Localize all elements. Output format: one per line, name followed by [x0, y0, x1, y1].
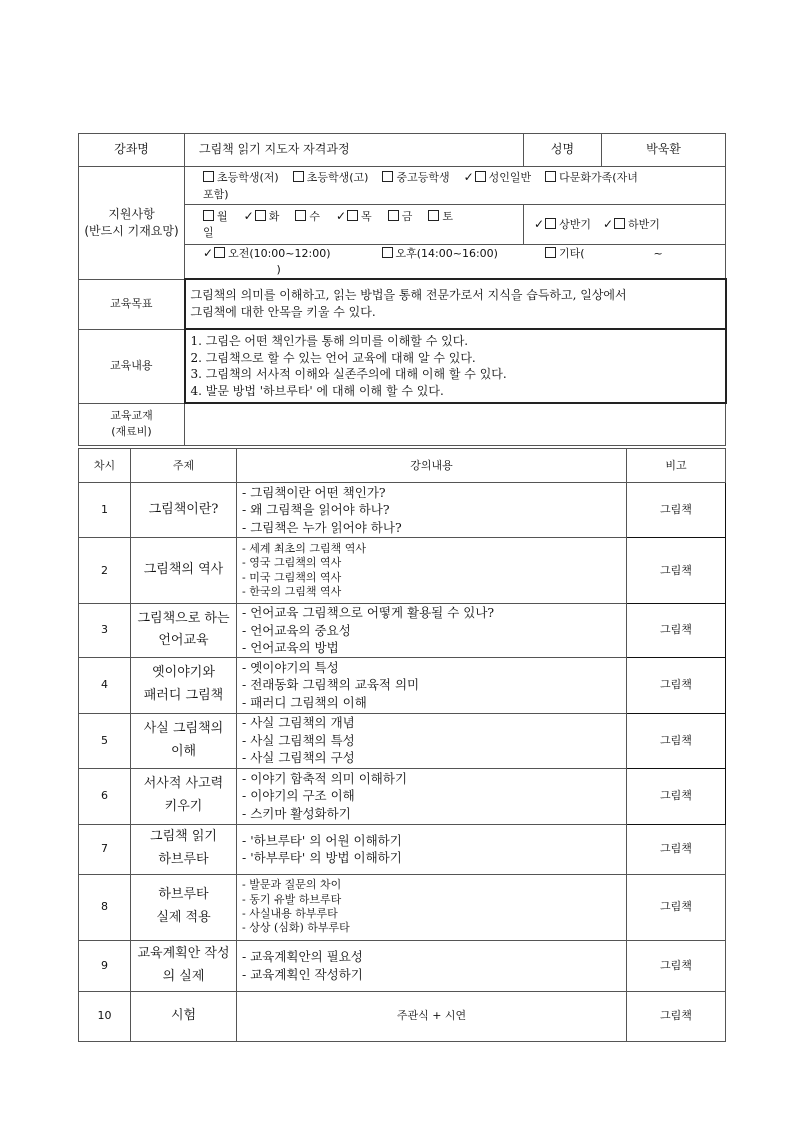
check-mark-icon: ✓	[203, 246, 214, 260]
table-row	[79, 824, 726, 874]
day-option[interactable]: 월	[203, 210, 228, 223]
session-content: - 이야기 함축적 의미 이해하기 - 이야기의 구조 이해 - 스키마 활성화하기	[237, 768, 627, 824]
time-pm[interactable]: 오후(14:00~16:00)	[382, 247, 498, 260]
session-note: 그림책	[627, 768, 726, 824]
header-cell: 주제	[131, 449, 237, 483]
course-info-table	[78, 133, 727, 446]
target-cont: 포함)	[203, 187, 229, 201]
session-note: 그림책	[627, 824, 726, 874]
apply-label: 지원사항	[108, 206, 155, 221]
checkbox-icon[interactable]	[203, 210, 214, 221]
half-option[interactable]: ✓ 하반기	[603, 218, 660, 231]
table-row	[79, 768, 726, 824]
session-number: 3	[79, 604, 131, 658]
target-option[interactable]: 초등학생(고)	[293, 171, 369, 184]
content-text: 1. 그림은 어떤 책인가를 통해 의미를 이해할 수 있다. 2. 그림책으로 할 수 있는 언어 교육에 대해 알 수 있다. 3. 그림책의 서사적 이해와 실존주의에 대해 이해 할 수 있다. 4. 발문 방법 '하브루타' 에 대해 이해 할 수 있다.	[185, 329, 726, 403]
checkbox-icon[interactable]	[428, 210, 439, 221]
day-option[interactable]: ✓ 화	[243, 209, 280, 224]
session-note: 그림책	[627, 713, 726, 768]
day-last: 일	[203, 226, 214, 240]
goal-text: 그림책의 의미를 이해하고, 읽는 방법을 통해 전문가로서 지식을 습득하고, 일상에서 그림책에 대한 안목을 키울 수 있다.	[185, 279, 726, 329]
time-other[interactable]: 기타(	[545, 247, 585, 260]
header-cell: 강의내용	[237, 449, 627, 483]
material-label-cell: 교육교재 (재료비)	[79, 403, 185, 445]
day-options	[185, 205, 524, 245]
session-content: - 언어교육 그림책으로 어떻게 활용될 수 있나? - 언어교육의 중요성 - 언어교육의 방법	[237, 604, 627, 658]
table-row	[79, 874, 726, 940]
checkbox-icon[interactable]	[545, 218, 556, 229]
name-value: 박욱환	[602, 134, 726, 167]
checkbox-icon[interactable]	[293, 171, 304, 182]
course-name: 그림책 읽기 지도자 자격과정	[185, 134, 524, 167]
day-option[interactable]: 수	[295, 210, 320, 223]
half-option[interactable]: ✓ 상반기	[534, 218, 591, 231]
course-label: 강좌명	[79, 134, 185, 167]
target-option[interactable]: 초등학생(저)	[203, 171, 279, 184]
check-mark-icon: ✓	[243, 209, 254, 224]
session-content: 주관식 + 시연	[237, 991, 627, 1041]
checkbox-icon[interactable]	[545, 247, 556, 258]
apply-label-cell	[79, 167, 185, 280]
session-topic: 사실 그림책의 이해	[131, 713, 237, 768]
checkbox-icon[interactable]	[382, 171, 393, 182]
checkbox-icon[interactable]	[614, 218, 625, 229]
time-close: )	[276, 263, 281, 277]
checkbox-icon[interactable]	[382, 247, 393, 258]
day-option[interactable]: 금	[388, 210, 413, 223]
session-topic: 교육계획안 작성 의 실제	[131, 940, 237, 991]
half-options	[524, 205, 726, 245]
session-note: 그림책	[627, 604, 726, 658]
checkbox-icon[interactable]	[203, 171, 214, 182]
session-note: 그림책	[627, 874, 726, 940]
session-number: 4	[79, 657, 131, 713]
checkbox-icon[interactable]	[475, 171, 486, 182]
checkbox-icon[interactable]	[214, 247, 225, 258]
session-note: 그림책	[627, 538, 726, 604]
target-option[interactable]: ✓ 성인일반	[463, 170, 532, 184]
session-number: 9	[79, 940, 131, 991]
time-tilde: ~	[653, 247, 663, 260]
session-number: 1	[79, 483, 131, 538]
session-number: 2	[79, 538, 131, 604]
session-content: - 교육계획안의 필요성 - 교육계획인 작성하기	[237, 940, 627, 991]
session-topic: 옛이야기와 패러디 그림책	[131, 657, 237, 713]
check-mark-icon: ✓	[602, 216, 614, 231]
session-topic: 그림책으로 하는 언어교육	[131, 604, 237, 658]
session-content: - 발문과 질문의 차이 - 동기 유발 하브루타 - 사실내용 하부루타 - 상상 (심화) 하부루타	[237, 874, 627, 940]
table-row	[79, 483, 726, 538]
schedule-table	[78, 448, 726, 1042]
table-row	[79, 991, 726, 1041]
header-cell: 비고	[627, 449, 726, 483]
session-number: 5	[79, 713, 131, 768]
content-label: 교육내용	[79, 329, 185, 403]
session-number: 7	[79, 824, 131, 874]
check-mark-icon: ✓	[463, 170, 474, 184]
checkbox-icon[interactable]	[545, 171, 556, 182]
goal-label: 교육목표	[79, 279, 185, 329]
table-row	[79, 713, 726, 768]
material-value	[185, 403, 726, 445]
check-mark-icon: ✓	[534, 216, 545, 231]
session-content: - 그림책이란 어떤 책인가? - 왜 그림책을 읽어야 하나? - 그림책은 누가 읽어야 하나?	[237, 483, 627, 538]
target-options	[185, 167, 726, 205]
checkbox-icon[interactable]	[295, 210, 306, 221]
time-options	[185, 245, 726, 280]
session-note: 그림책	[627, 657, 726, 713]
header-cell: 차시	[79, 449, 131, 483]
check-mark-icon: ✓	[335, 209, 347, 224]
session-content: - '하브루타' 의 어원 이해하기 - '하부루타' 의 방법 이해하기	[237, 824, 627, 874]
name-label: 성명	[524, 134, 602, 167]
session-topic: 시험	[131, 991, 237, 1041]
session-note: 그림책	[627, 483, 726, 538]
session-topic: 그림책이란?	[131, 483, 237, 538]
target-option[interactable]: 중고등학생	[382, 171, 449, 184]
table-row	[79, 940, 726, 991]
day-option[interactable]: ✓ 목	[335, 209, 372, 224]
schedule-header	[79, 449, 726, 483]
checkbox-icon[interactable]	[255, 210, 266, 221]
session-topic: 하브루타 실제 적용	[131, 874, 237, 940]
checkbox-icon[interactable]	[388, 210, 399, 221]
session-number: 8	[79, 874, 131, 940]
time-am[interactable]: ✓ 오전(10:00~12:00)	[203, 247, 331, 260]
apply-note: (반드시 기재요망)	[84, 223, 179, 238]
session-note: 그림책	[627, 991, 726, 1041]
session-content: - 사실 그림책의 개념 - 사실 그림책의 특성 - 사실 그림책의 구성	[237, 713, 627, 768]
session-note: 그림책	[627, 940, 726, 991]
session-content: - 세계 최초의 그림책 역사 - 영국 그림책의 역사 - 미국 그림책의 역사 - 한국의 그림책 역사	[237, 538, 627, 604]
table-row	[79, 657, 726, 713]
table-row	[79, 538, 726, 604]
session-topic: 그림책의 역사	[131, 538, 237, 604]
table-row	[79, 604, 726, 658]
session-content: - 옛이야기의 특성 - 전래동화 그림책의 교육적 의미 - 패러디 그림책의 이해	[237, 657, 627, 713]
checkbox-icon[interactable]	[347, 210, 358, 221]
target-option[interactable]: 다문화가족(자녀	[545, 171, 638, 184]
session-topic: 서사적 사고력 키우기	[131, 768, 237, 824]
day-option[interactable]: 토	[428, 210, 453, 223]
session-topic: 그림책 읽기 하브루타	[131, 824, 237, 874]
session-number: 10	[79, 991, 131, 1041]
session-number: 6	[79, 768, 131, 824]
